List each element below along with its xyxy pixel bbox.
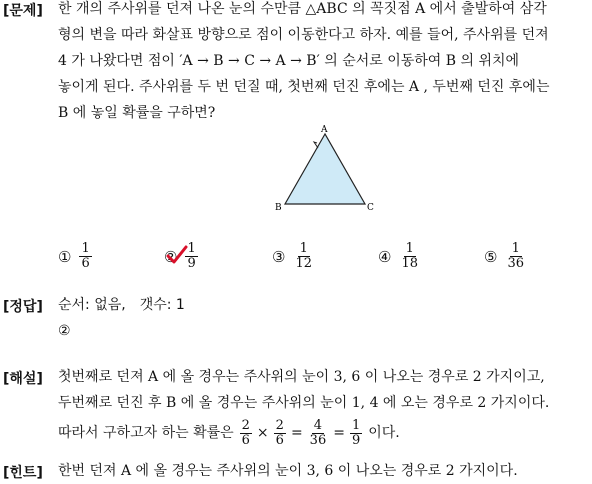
fraction-numerator: 1 [299,241,308,256]
problem-text [58,0,584,126]
fraction-numerator: 4 [313,417,323,433]
hint-tag: [힌트] [3,465,43,481]
fraction-numerator: 2 [275,417,284,433]
choice-fraction [505,242,526,271]
calc-equals-2: = [333,425,345,441]
explanation-line-3-suffix: 이다. [368,425,400,441]
choice-2[interactable] [164,242,200,271]
checkmark-icon [166,245,188,265]
vertex-label-a: A [321,125,328,135]
calc-fraction-1 [240,419,252,448]
fraction-denominator: 6 [275,432,284,448]
choice-fraction [79,242,91,271]
answer-tag: [정답] [3,299,43,315]
choice-marker: ⑤ [484,247,498,266]
problem-tag: [문제] [3,3,43,19]
explanation-line-2: 두번째로 던진 후 B 에 올 경우는 주사위의 눈이 1, 4 에 오는 경우로 2 가지이다. [58,395,550,411]
problem-line-4: 놓이게 된다. 주사위를 두 번 던질 때, 첫번째 던진 후에는 A , 두번째 던진 후에는 [58,79,550,95]
fraction-denominator: 6 [241,432,250,448]
choice-3[interactable] [272,242,316,271]
choice-5[interactable] [484,242,528,271]
fraction-numerator: 2 [241,417,250,433]
fraction-denominator: 12 [295,256,312,271]
choice-fraction [399,242,420,271]
triangle-svg [270,124,380,214]
fraction-denominator: 36 [507,256,524,271]
triangle-figure [270,124,380,214]
problem-line-2: 형의 변을 따라 화살표 방향으로 점이 이동한다고 하자. 예를 들어, 주사위를 던져 [58,27,549,43]
fraction-denominator: 6 [81,256,90,271]
choice-fraction [293,242,314,271]
choice-4[interactable] [378,242,422,271]
problem-line-3: 4 가 나왔다면 점이 ′A → B → C → A → B′ 의 순서로 이동하여 B 의 위치에 [58,53,520,69]
fraction-numerator: 1 [187,241,196,256]
problem-line-5: B 에 놓일 확률을 구하면? [58,105,216,121]
calc-fraction-3 [308,419,329,448]
explanation-line-3 [58,416,584,450]
choice-1[interactable] [58,242,94,271]
fraction-numerator: 1 [81,241,90,256]
answer-text [58,292,584,344]
fraction-numerator: 1 [405,241,414,256]
problem-line-1: 한 개의 주사위를 던져 나온 눈의 수만큼 △ABC 의 꼭짓점 A 에서 출발하여 삼각 [58,1,547,17]
fraction-numerator: 1 [351,417,361,433]
calc-equals-1: = [290,425,303,441]
hint-line: 한번 던져 A 에 올 경우는 주사위의 눈이 3, 6 이 나오는 경우로 2 가지이다. [58,463,518,479]
fraction-denominator: 9 [351,432,361,448]
fraction-denominator: 36 [309,432,327,448]
explanation-tag: [해설] [3,371,43,387]
fraction-numerator: 1 [511,241,520,256]
vertex-label-b: B [275,203,282,213]
explanation-text [58,364,584,450]
vertex-label-c: C [367,203,374,213]
calc-operator-times: × [256,425,269,441]
answer-value: ② [58,323,71,339]
choice-marker: ① [58,247,72,266]
calc-fraction-4 [350,419,362,448]
fraction-denominator: 18 [401,256,418,271]
calc-fraction-2 [274,419,286,448]
choices-row [0,242,592,282]
explanation-line-1: 첫번째로 던져 A 에 올 경우는 주사위의 눈이 3, 6 이 나오는 경우로 2 가지이고, [58,369,545,385]
fraction-denominator: 9 [187,256,196,271]
direction-arrow-icon [314,142,318,148]
answer-summary: 순서: 없음, 갯수: 1 [58,297,185,313]
hint-text [58,458,584,484]
triangle-abc [285,134,365,204]
choice-marker: ② [164,247,178,266]
explanation-line-3-prefix: 따라서 구하고자 하는 확률은 [58,425,234,441]
choice-marker: ③ [272,247,286,266]
choice-marker: ④ [378,247,392,266]
